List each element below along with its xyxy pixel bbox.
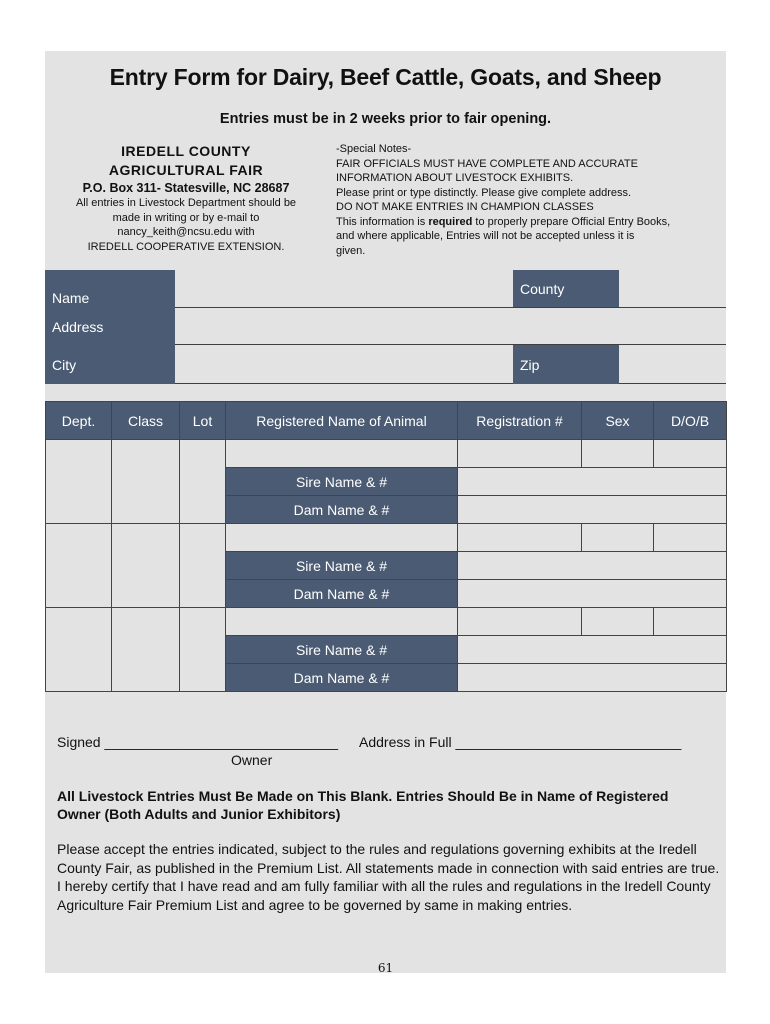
fair-info-block bbox=[55, 142, 317, 254]
signed-line[interactable]: Signed ______________________________ bbox=[57, 734, 339, 750]
registration-cell[interactable] bbox=[458, 440, 582, 468]
dob-cell[interactable] bbox=[654, 608, 727, 636]
registration-cell[interactable] bbox=[458, 608, 582, 636]
header-lot: Lot bbox=[180, 402, 226, 440]
table-header-row bbox=[46, 402, 727, 440]
sex-cell[interactable] bbox=[582, 524, 654, 552]
sex-cell[interactable] bbox=[582, 608, 654, 636]
org-text-line2: made in writing or by e-mail to bbox=[112, 211, 260, 224]
address-in-full-line[interactable]: Address in Full _____________________________ bbox=[359, 734, 682, 750]
notes-line5-post: to properly prepare Official Entry Books, bbox=[472, 215, 671, 228]
org-name-line1: IREDELL COUNTY bbox=[121, 143, 251, 159]
registration-cell[interactable] bbox=[458, 524, 582, 552]
dob-cell[interactable] bbox=[654, 440, 727, 468]
zip-label-box bbox=[513, 345, 619, 384]
sire-label: Sire Name & # bbox=[226, 636, 458, 664]
header-registered-name: Registered Name of Animal bbox=[226, 402, 458, 440]
header-dob: D/O/B bbox=[654, 402, 727, 440]
animal-name-cell[interactable] bbox=[226, 524, 458, 552]
form-subtitle: Entries must be in 2 weeks prior to fair opening. bbox=[219, 111, 552, 127]
notes-line1: FAIR OFFICIALS MUST HAVE COMPLETE AND ACCURATE bbox=[336, 157, 638, 170]
notes-line4: DO NOT MAKE ENTRIES IN CHAMPION CLASSES bbox=[336, 201, 594, 213]
dam-label: Dam Name & # bbox=[226, 664, 458, 692]
notes-line3: Please print or type distinctly. Please give complete address. bbox=[336, 186, 632, 199]
notes-line6: and where applicable, Entries will not be accepted unless it is bbox=[336, 230, 635, 242]
animal-name-cell[interactable] bbox=[226, 440, 458, 468]
city-field[interactable] bbox=[175, 345, 513, 383]
notes-line7: given. bbox=[336, 244, 366, 257]
sire-value-cell[interactable] bbox=[458, 636, 727, 664]
lot-cell[interactable] bbox=[180, 524, 226, 608]
org-address: P.O. Box 311- Statesville, NC 28687 bbox=[82, 181, 290, 195]
dam-value-cell[interactable] bbox=[458, 580, 727, 608]
lot-cell[interactable] bbox=[180, 440, 226, 524]
city-label: City bbox=[52, 357, 77, 373]
lot-cell[interactable] bbox=[180, 608, 226, 692]
livestock-entries-note: All Livestock Entries Must Be Made on This Blank. Entries Should Be in Name of Registered Owner (Both Adults and Junior Exhibitors) bbox=[57, 788, 669, 822]
header-dept: Dept. bbox=[46, 402, 112, 440]
table-row bbox=[46, 524, 727, 552]
address-field[interactable] bbox=[175, 308, 726, 344]
county-label-box bbox=[513, 270, 619, 307]
zip-field[interactable] bbox=[619, 345, 726, 383]
class-cell[interactable] bbox=[112, 524, 180, 608]
address-label: Address bbox=[52, 319, 104, 335]
form-page bbox=[45, 51, 726, 973]
dept-cell[interactable] bbox=[46, 440, 112, 524]
notes-line2: INFORMATION ABOUT LIVESTOCK EXHIBITS. bbox=[336, 172, 574, 184]
name-label: Name bbox=[52, 290, 90, 306]
class-cell[interactable] bbox=[112, 440, 180, 524]
dam-label: Dam Name & # bbox=[226, 496, 458, 524]
name-field[interactable] bbox=[175, 270, 513, 307]
entries-table bbox=[45, 401, 727, 692]
org-text-line1: All entries in Livestock Department should be bbox=[75, 197, 297, 209]
notes-line5-pre: This information is bbox=[336, 215, 429, 228]
page-number: 61 bbox=[377, 961, 394, 975]
table-row bbox=[46, 440, 727, 468]
city-underline bbox=[175, 383, 726, 384]
table-row bbox=[46, 608, 727, 636]
notes-heading: -Special Notes- bbox=[336, 143, 412, 155]
dob-cell[interactable] bbox=[654, 524, 727, 552]
dept-cell[interactable] bbox=[46, 608, 112, 692]
dam-label: Dam Name & # bbox=[226, 580, 458, 608]
class-cell[interactable] bbox=[112, 608, 180, 692]
notes-line5 bbox=[336, 215, 721, 230]
org-name-line2: AGRICULTURAL FAIR bbox=[108, 162, 264, 178]
sire-label: Sire Name & # bbox=[226, 468, 458, 496]
county-label: County bbox=[520, 281, 565, 297]
header-registration-number: Registration # bbox=[458, 402, 582, 440]
dam-value-cell[interactable] bbox=[458, 496, 727, 524]
sex-cell[interactable] bbox=[582, 440, 654, 468]
form-title: Entry Form for Dairy, Beef Cattle, Goats, and Sheep bbox=[109, 64, 662, 90]
org-email-line: nancy_keith@ncsu.edu with bbox=[117, 226, 255, 238]
owner-caption: Owner bbox=[231, 752, 273, 768]
special-notes bbox=[336, 142, 721, 258]
sire-value-cell[interactable] bbox=[458, 552, 727, 580]
sire-value-cell[interactable] bbox=[458, 468, 727, 496]
org-text-line4: IREDELL COOPERATIVE EXTENSION. bbox=[87, 240, 285, 253]
zip-label: Zip bbox=[520, 357, 540, 373]
animal-name-cell[interactable] bbox=[226, 608, 458, 636]
dept-cell[interactable] bbox=[46, 524, 112, 608]
header-sex: Sex bbox=[582, 402, 654, 440]
dam-value-cell[interactable] bbox=[458, 664, 727, 692]
notes-required-word: required bbox=[428, 215, 473, 228]
header-class: Class bbox=[112, 402, 180, 440]
county-field[interactable] bbox=[619, 270, 726, 307]
certification-paragraph: Please accept the entries indicated, subject to the rules and regulations governing exhibits at the Iredell County Fair, as published in the Premium List. All statements made in connection with said entries are true. I hereby certify that I have read and am fully familiar with all the rules and regulations in the Iredell County Agriculture Fair Premium List and agree to be governed by same in making entries. bbox=[57, 841, 720, 913]
sire-label: Sire Name & # bbox=[226, 552, 458, 580]
